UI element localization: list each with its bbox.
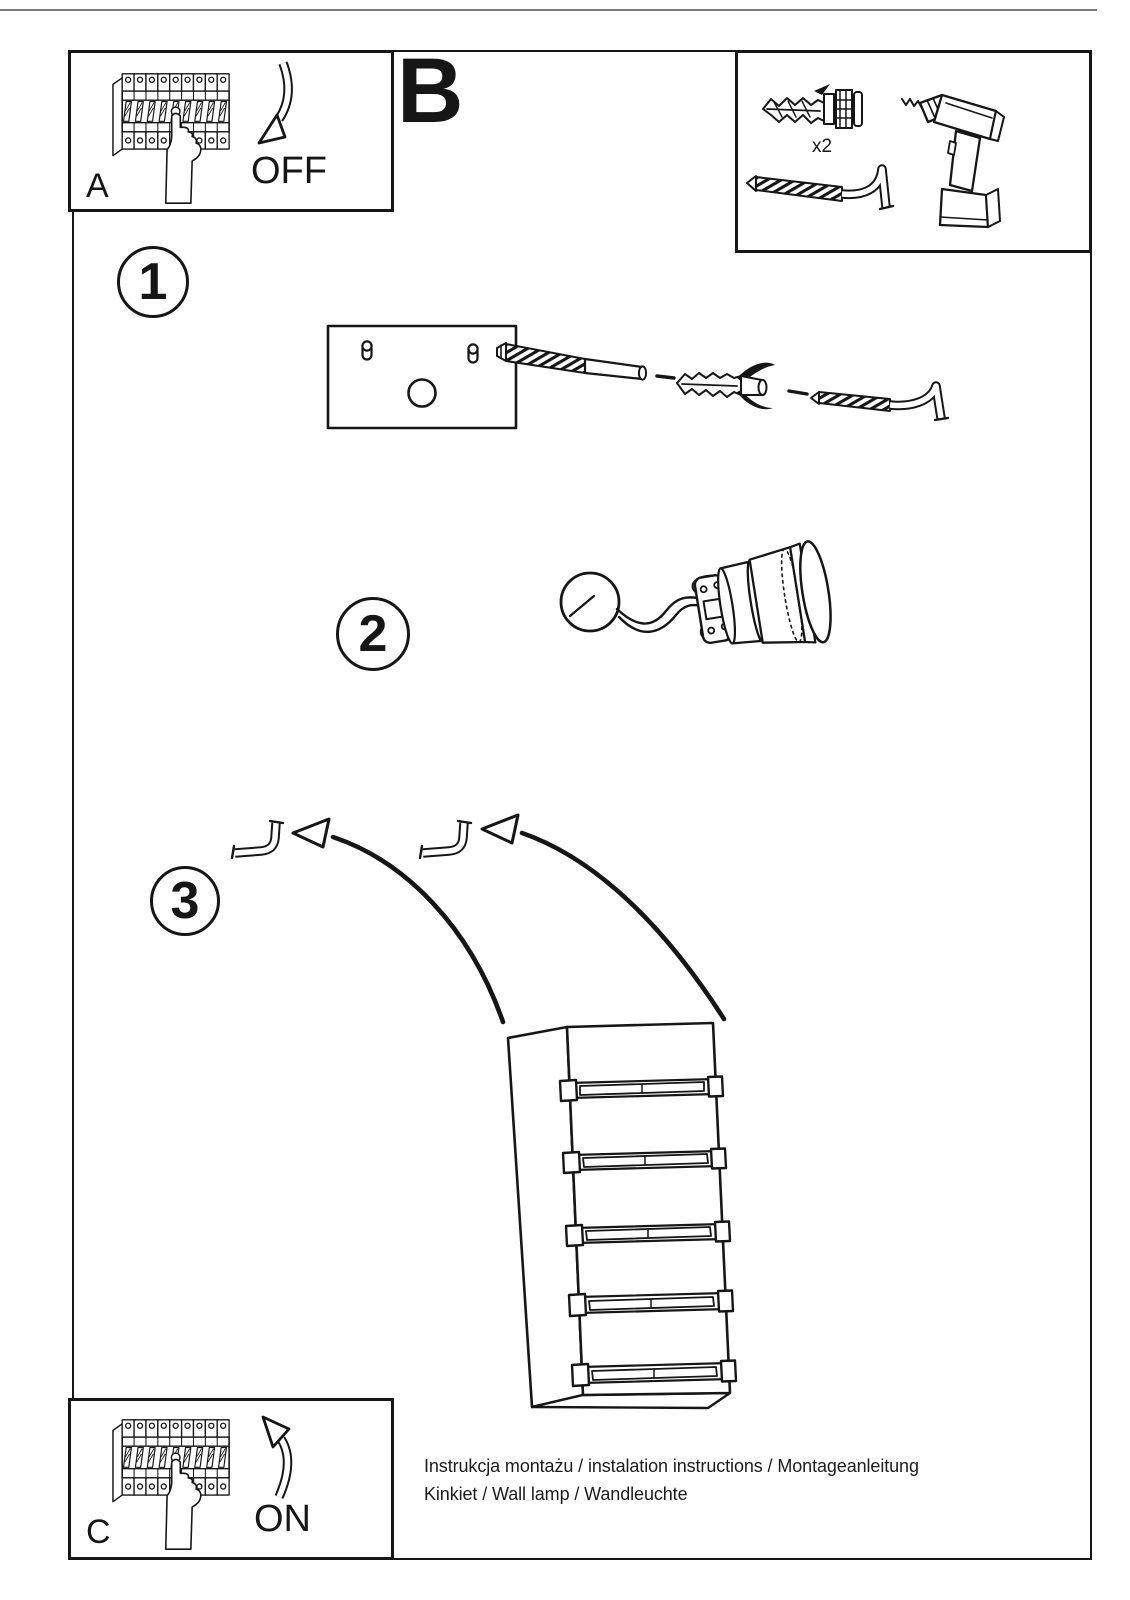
footer-line-2: Kinkiet / Wall lamp / Wandleuchte <box>424 1484 688 1504</box>
main-area-label: B <box>397 40 464 142</box>
circuit-breaker-on-icon <box>109 1417 241 1552</box>
step-1-number: 1 <box>138 253 168 311</box>
dash-icon <box>789 391 807 394</box>
footer <box>424 1452 919 1508</box>
power-off-box <box>68 50 394 212</box>
step-2-badge <box>336 597 410 671</box>
dash-icon <box>657 376 674 378</box>
circuit-breaker-off-icon <box>109 71 241 206</box>
drill-icon <box>898 89 1038 237</box>
wire-icon <box>617 597 702 623</box>
step-3-badge <box>150 866 220 936</box>
power-on-label: C <box>86 1513 111 1551</box>
power-off-label: A <box>86 167 109 205</box>
arrow-up-on-icon <box>249 1409 301 1501</box>
lamp-socket-icon <box>688 539 836 661</box>
hook-tip-icon <box>811 392 819 404</box>
paper-top-edge <box>0 9 1097 11</box>
hook-screw-icon <box>744 143 912 221</box>
step-3-number: 3 <box>170 872 200 930</box>
off-action-label: OFF <box>251 150 327 192</box>
anchor-quantity-label: x2 <box>811 136 833 157</box>
arrow-head-icon <box>293 819 329 847</box>
step-1-badge <box>117 246 189 318</box>
arrow-down-off-icon <box>247 57 303 149</box>
arrow-head-icon <box>482 815 518 843</box>
tools-box <box>735 50 1092 253</box>
footer-line-1: Instrukcja montażu / instalation instructions / Montageanleitung <box>424 1456 919 1476</box>
bulb-socket-illustration <box>540 535 860 663</box>
on-action-label: ON <box>254 1498 311 1540</box>
wall-lamp-illustration <box>460 980 780 1430</box>
power-on-box <box>68 1398 394 1560</box>
light-bulb-icon <box>561 573 619 631</box>
step-2-number: 2 <box>358 605 388 663</box>
screw-anchor-hook-illustration <box>490 328 955 428</box>
wall-plug-icon <box>758 81 886 137</box>
wire-icon <box>619 605 704 632</box>
